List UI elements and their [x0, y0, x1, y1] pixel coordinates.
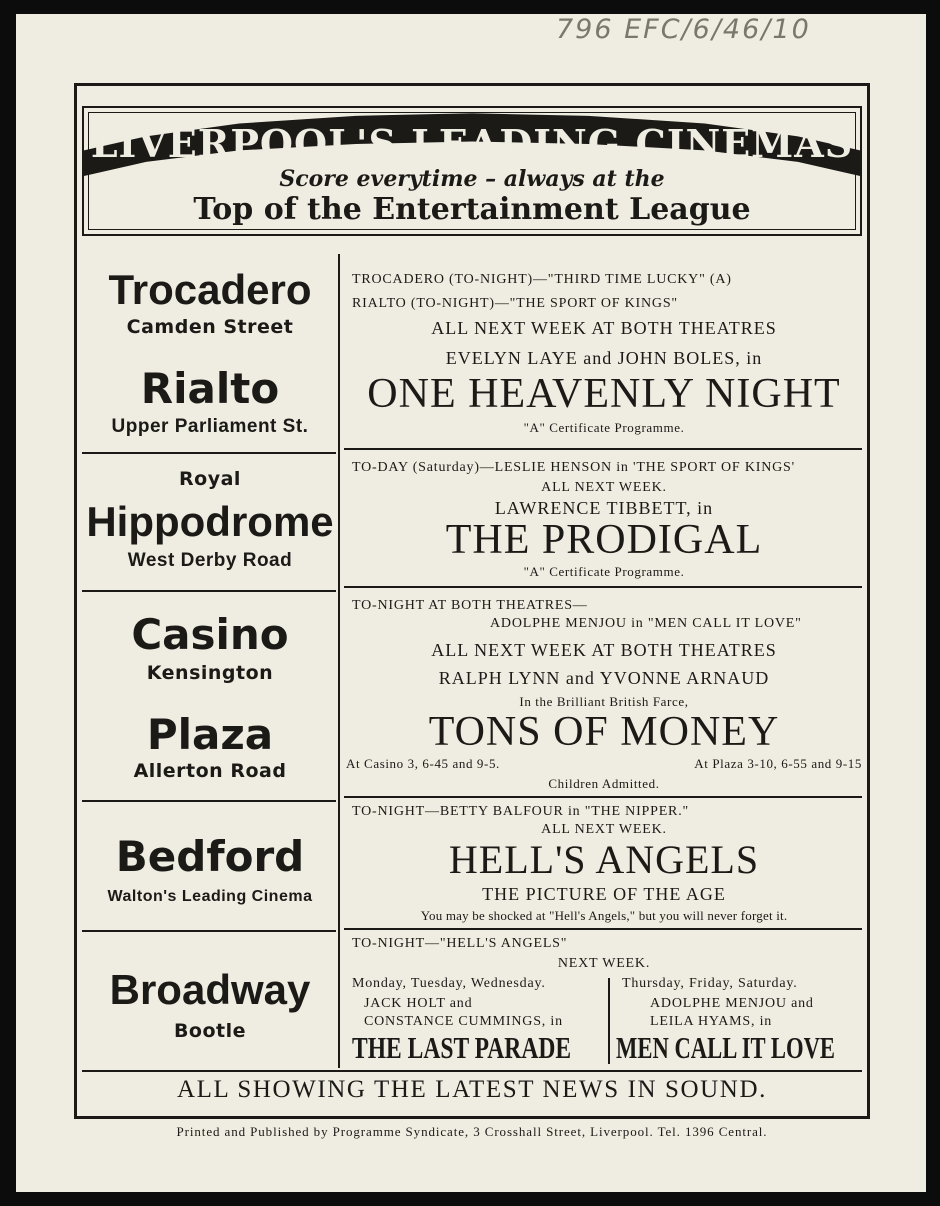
listing-line: ALL NEXT WEEK AT BOTH THEATRES: [431, 318, 777, 338]
venue-divider: [82, 800, 336, 802]
film-title: THE PRODIGAL: [445, 517, 763, 563]
listing-cast: CONSTANCE CUMMINGS, in: [364, 1014, 563, 1029]
film-title: THE LAST PARADE: [352, 1030, 572, 1065]
archive-reference: 796 EFC/6/46/10: [556, 14, 811, 45]
listing-line: In the Brilliant British Farce,: [519, 694, 689, 709]
film-title: TONS OF MONEY: [428, 709, 780, 755]
venue-location: West Derby Road: [127, 550, 293, 571]
listing-line: ALL NEXT WEEK.: [541, 480, 667, 495]
listing-line: EVELYN LAYE and JOHN BOLES, in: [445, 348, 763, 368]
listing-line: TO-DAY (Saturday)—LESLIE HENSON in 'THE SPORT OF KINGS': [352, 460, 795, 475]
listing-days: Monday, Tuesday, Wednesday.: [352, 976, 546, 991]
news-footer: ALL SHOWING THE LATEST NEWS IN SOUND.: [177, 1076, 767, 1103]
venue-divider: [82, 590, 336, 592]
printer-imprint: Printed and Published by Programme Syndicate, 3 Crosshall Street, Liverpool. Tel. 1396 Central.: [176, 1124, 768, 1139]
listing-line: TROCADERO (TO-NIGHT)—"THIRD TIME LUCKY" (A): [352, 272, 732, 287]
venue-name: Broadway: [109, 966, 311, 1013]
venue-location: Walton's Leading Cinema: [107, 888, 313, 905]
venue-divider: [82, 930, 336, 932]
listing-line: ADOLPHE MENJOU in "MEN CALL IT LOVE": [490, 616, 802, 631]
banner-subheadline: Top of the Entertainment League: [193, 192, 751, 227]
venue-name: Bedford: [115, 832, 305, 881]
venue-name: Hippodrome: [86, 498, 334, 545]
venue-location: Allerton Road: [133, 760, 287, 782]
listing-days: Thursday, Friday, Saturday.: [622, 976, 798, 991]
film-title: HELL'S ANGELS: [448, 837, 760, 882]
film-title: ONE HEAVENLY NIGHT: [367, 371, 841, 417]
venue-location: Upper Parliament St.: [111, 416, 309, 437]
listing-line: TO-NIGHT—"HELL'S ANGELS": [352, 936, 568, 951]
venue-name: Casino: [131, 610, 289, 659]
listing-line: TO-NIGHT AT BOTH THEATRES—: [352, 598, 588, 613]
venue-location: Camden Street: [126, 316, 294, 338]
listing-line: ALL NEXT WEEK AT BOTH THEATRES: [431, 640, 777, 660]
venue-name: Trocadero: [108, 266, 312, 313]
listing-line: LAWRENCE TIBBETT, in: [494, 498, 714, 518]
listing-divider: [344, 448, 862, 450]
listing-line: TO-NIGHT—BETTY BALFOUR in "THE NIPPER.": [352, 804, 690, 819]
listing-note: Children Admitted.: [548, 776, 660, 791]
show-times: At Plaza 3-10, 6-55 and 9-15: [694, 756, 862, 771]
film-title: MEN CALL IT LOVE: [616, 1030, 836, 1065]
programme-split: [608, 978, 610, 1064]
listing-line: NEXT WEEK.: [557, 956, 651, 971]
venue-location: Bootle: [173, 1020, 247, 1042]
listing-line: RIALTO (TO-NIGHT)—"THE SPORT OF KINGS": [352, 296, 678, 311]
certificate-note: "A" Certificate Programme.: [523, 564, 685, 579]
listing-divider: [344, 796, 862, 798]
listing-note: You may be shocked at "Hell's Angels," but you will never forget it.: [420, 908, 788, 923]
listing-line: RALPH LYNN and YVONNE ARNAUD: [438, 668, 770, 688]
listing-line: THE PICTURE OF THE AGE: [482, 884, 726, 904]
listing-line: ALL NEXT WEEK.: [541, 822, 667, 837]
listing-divider: [344, 586, 862, 588]
banner-headline: LIVERPOOL'S LEADING CINEMAS: [90, 121, 854, 166]
venue-location: Kensington: [146, 662, 274, 684]
listing-cast: ADOLPHE MENJOU and: [650, 996, 814, 1011]
listing-cast: LEILA HYAMS, in: [650, 1014, 773, 1029]
footer-divider: [82, 1070, 862, 1072]
listing-cast: JACK HOLT and: [364, 996, 473, 1011]
venue-divider: [82, 452, 336, 454]
venue-name: Rialto: [140, 364, 280, 413]
column-divider: [338, 254, 340, 1068]
certificate-note: "A" Certificate Programme.: [523, 420, 685, 435]
listing-divider: [344, 928, 862, 930]
show-times: At Casino 3, 6-45 and 9-5.: [346, 756, 500, 771]
venue-name: Plaza: [146, 710, 274, 759]
venue-prefix: Royal: [179, 468, 241, 490]
banner-tagline: Score everytime – always at the: [279, 166, 665, 192]
